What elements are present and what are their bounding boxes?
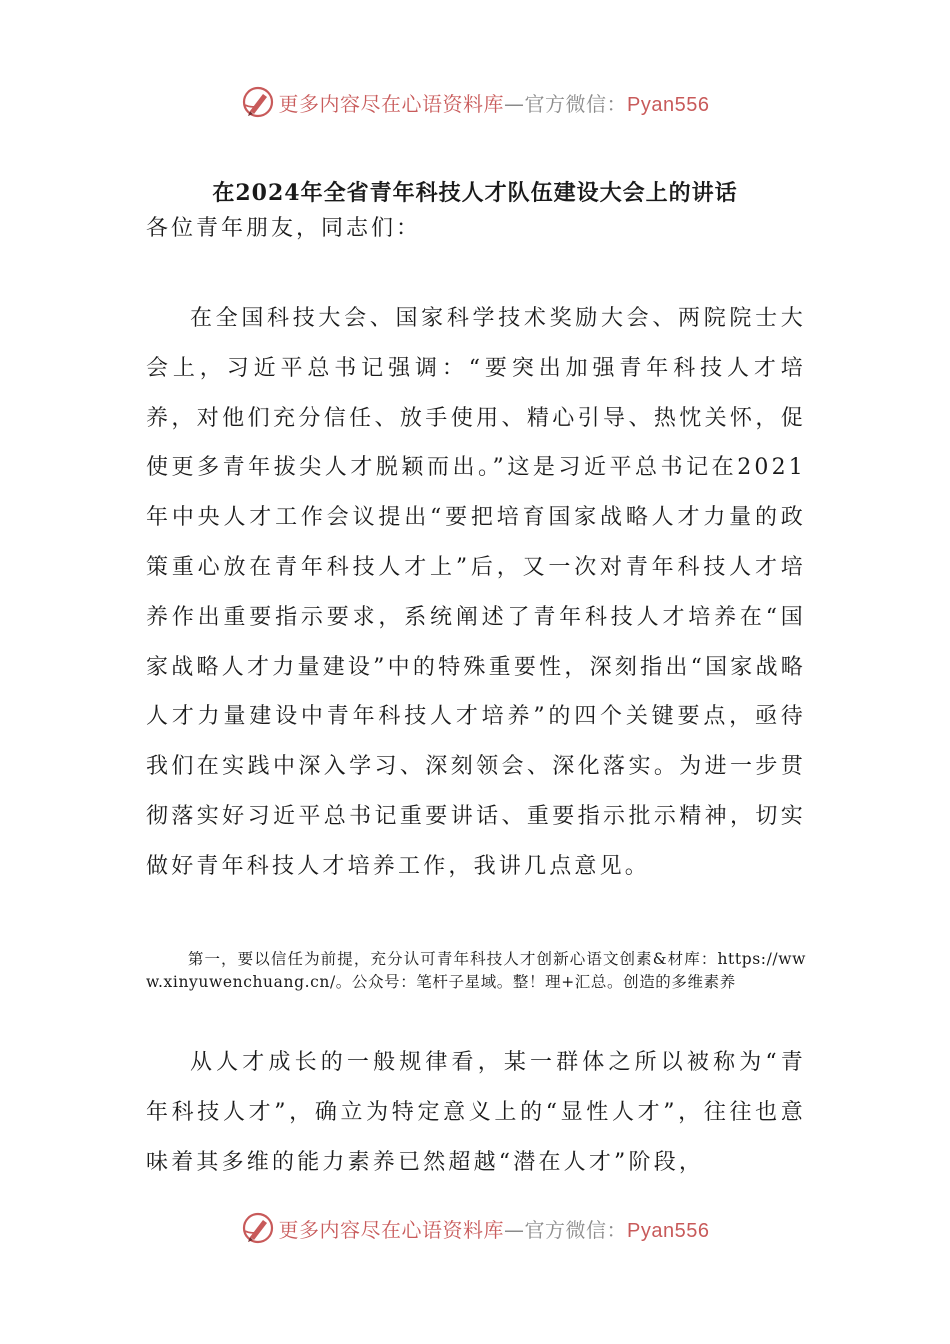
footer-banner	[0, 1208, 950, 1248]
banner-wechat-id: Pyan556	[627, 93, 710, 116]
section-heading: 第一，要以信任为前提，充分认可青年科技人才创新心语文创素&材库：https://www.xinyuwenchuang.cn/。公众号：笔杆子星域。整！理+汇总。创造的多维素养	[146, 950, 806, 991]
greeting: 各位青年朋友，同志们：	[146, 216, 422, 241]
paragraph-body: 从人才成长的一般规律看，某一群体之所以被称为“青年科技人才”，确立为特定意义上的“显性人才”，往往也意味着其多维的能力素养已然超越“潜在人才”阶段，	[146, 1050, 806, 1175]
footer-banner-content	[241, 1211, 710, 1245]
pen-logo-icon	[241, 1211, 275, 1245]
pen-logo-icon	[241, 85, 275, 119]
banner-separator: —	[504, 1217, 525, 1242]
paragraph-intro: 在全国科技大会、国家科学技术奖励大会、两院院士大会上，习近平总书记强调：“要突出加强青年科技人才培养，对他们充分信任、放手使用、精心引导、热忱关怀，促使更多青年拔尖人才脱颖而出。”这是习近平总书记在2021年中央人才工作会议提出“要把培育国家战略人才力量的政策重心放在青年科技人才上”后，又一次对青年科技人才培养作出重要指示要求，系统阐述了青年科技人才培养在“国家战略人才力量建设”中的特殊重要性，深刻指出“国家战略人才力量建设中青年科技人才培养”的四个关键要点，亟待我们在实践中深入学习、深刻领会、深化落实。为进一步贯彻落实好习近平总书记重要讲话、重要指示批示精神，切实做好青年科技人才培养工作，我讲几点意见。	[146, 306, 806, 879]
banner-site-name: 更多内容尽在心语资料库	[278, 1217, 505, 1242]
banner-separator: —	[504, 91, 525, 116]
header-banner-text	[279, 88, 710, 117]
footer-banner-text	[279, 1214, 710, 1243]
document-title: 在2024年全省青年科技人才队伍建设大会上的讲话	[212, 180, 738, 206]
banner-wechat-id: Pyan556	[627, 1219, 710, 1242]
banner-official-label: 官方微信：	[524, 91, 628, 116]
banner-official-label: 官方微信：	[524, 1217, 628, 1242]
banner-site-name: 更多内容尽在心语资料库	[278, 91, 505, 116]
header-banner	[0, 82, 950, 122]
header-banner-content	[241, 85, 710, 119]
